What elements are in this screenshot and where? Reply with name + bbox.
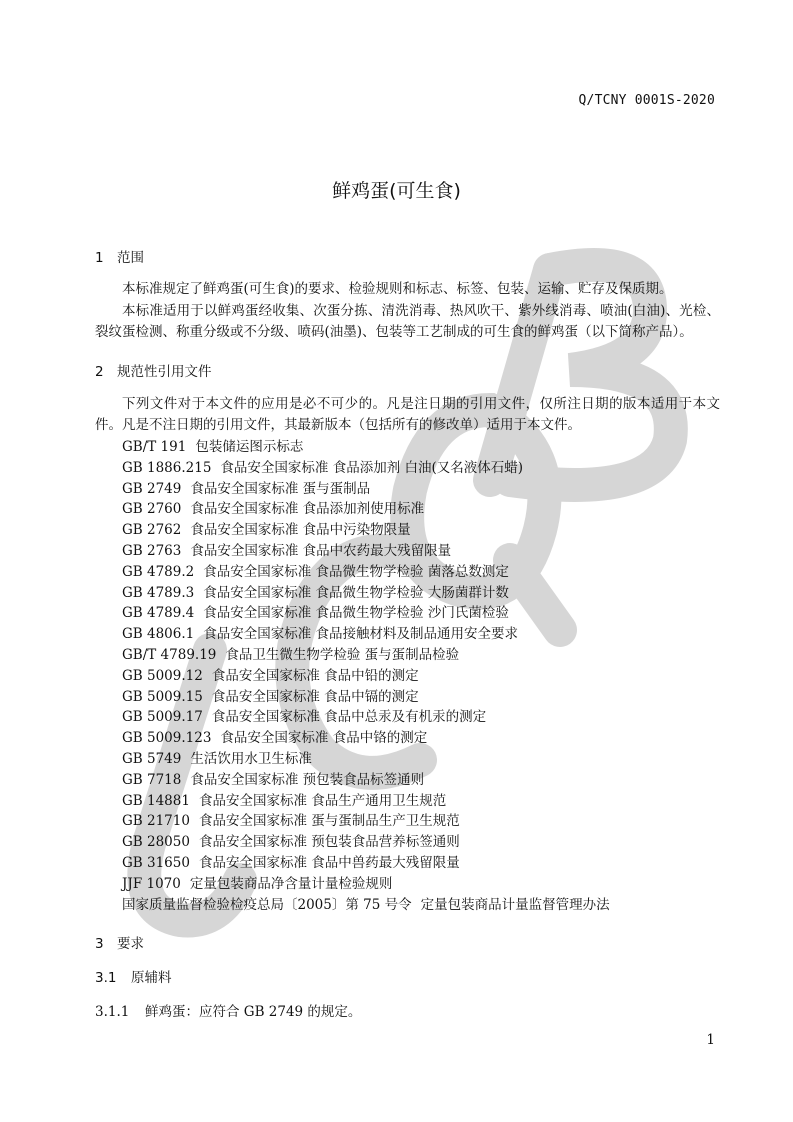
clause-number: 3.1.1 (95, 1004, 130, 1020)
reference-title: 食品安全国家标准 食品微生物学检验 大肠菌群计数 (203, 584, 509, 601)
reference-code: GB/T 4789.19 (122, 647, 217, 663)
section-title: 范围 (117, 250, 144, 266)
reference-code: GB/T 191 (122, 439, 187, 455)
reference-item (122, 791, 446, 812)
page-number: 1 (706, 1032, 715, 1048)
reference-item (122, 458, 523, 479)
reference-title: 生活饮用水卫生标准 (190, 751, 312, 767)
reference-code: GB 28050 (122, 834, 190, 851)
reference-code: GB 2762 (122, 522, 182, 539)
reference-title: 食品安全国家标准 食品中农药最大残留限量 (190, 543, 452, 559)
standard-code: Q/TCNY 0001S-2020 (578, 93, 715, 108)
reference-code: GB 2760 (122, 501, 182, 518)
reference-title: 包装储运图示标志 (195, 439, 304, 455)
reference-code: GB 4789.2 (122, 563, 195, 580)
reference-item (122, 895, 610, 916)
reference-item (122, 520, 411, 541)
reference-item (122, 811, 460, 832)
reference-title: 食品安全国家标准 食品微生物学检验 沙门氏菌检验 (203, 605, 509, 622)
section-number: 3 (95, 936, 104, 952)
section-2-heading (95, 360, 212, 380)
reference-item (122, 728, 427, 749)
reference-code: GB 14881 (122, 792, 190, 809)
reference-title: 食品安全国家标准 食品中镉的测定 (211, 688, 419, 705)
section-title: 规范性引用文件 (117, 364, 212, 380)
reference-item (122, 583, 509, 604)
reference-item (122, 562, 509, 583)
reference-item (122, 853, 460, 874)
scope-paragraph-1: 本标准规定了鲜鸡蛋(可生食)的要求、检验规则和标志、标签、包装、运输、贮存及保质期。 (122, 281, 673, 297)
reference-item (122, 541, 451, 562)
reference-code: GB 1886.215 (122, 459, 212, 476)
reference-item (122, 437, 303, 458)
reference-code: GB 5009.12 (122, 667, 203, 684)
reference-code: GB 2763 (122, 543, 182, 559)
reference-title: 食品安全国家标准 预包装食品标签通则 (190, 771, 425, 788)
reference-code: GB 4789.3 (122, 584, 195, 601)
reference-item (122, 499, 424, 520)
reference-code: JJF 1070 (122, 875, 181, 892)
section-number: 1 (95, 250, 104, 266)
reference-item (122, 687, 419, 708)
reference-title: 食品卫生微生物学检验 蛋与蛋制品检验 (225, 647, 460, 663)
reference-title: 食品安全国家标准 食品中铅的测定 (211, 667, 419, 684)
reference-title: 食品安全国家标准 食品添加剂 白油(又名液体石蜡) (220, 459, 524, 476)
reference-title: 定量包装商品计量监督管理办法 (420, 896, 610, 913)
reference-title: 食品安全国家标准 食品微生物学检验 菌落总数测定 (203, 563, 509, 580)
reference-item (122, 624, 518, 645)
refs-intro-paragraph: 下列文件对于本文件的应用是必不可少的。凡是注日期的引用文件，仅所注日期的版本适用于本文件。凡是不注日期的引用文件，其最新版本（包括所有的修改单）适用于本文件。 (95, 396, 720, 433)
section-title: 要求 (117, 936, 144, 952)
reference-code: GB 5749 (122, 751, 182, 767)
section-number: 2 (95, 364, 104, 380)
reference-title: 食品安全国家标准 食品中铬的测定 (220, 730, 428, 747)
reference-code: GB 5009.123 (122, 730, 212, 747)
reference-item (122, 770, 424, 791)
reference-title: 食品安全国家标准 蛋与蛋制品生产卫生规范 (198, 813, 460, 830)
reference-code: GB 5009.15 (122, 688, 203, 705)
reference-code: GB 4789.4 (122, 605, 195, 622)
clause-3-1-1 (95, 1000, 361, 1020)
subsection-3-1-heading (95, 966, 172, 986)
reference-code: 国家质量监督检验检疫总局〔2005〕第 75 号令 (122, 896, 412, 913)
reference-title: 食品安全国家标准 食品生产通用卫生规范 (198, 792, 447, 809)
scope-paragraph-2: 本标准适用于以鲜鸡蛋经收集、次蛋分拣、清洗消毒、热风吹干、紫外线消毒、喷油(白油)、光检、裂纹蛋检测、称重分级或不分级、喷码(油墨)、包装等工艺制成的可生食的鲜鸡蛋（以下简称产品）。 (95, 303, 720, 340)
reference-item (122, 874, 392, 895)
reference-item (122, 832, 460, 853)
reference-code: GB 7718 (122, 771, 182, 788)
reference-title: 食品安全国家标准 食品接触材料及制品通用安全要求 (203, 626, 519, 643)
reference-item (122, 749, 312, 770)
section-3-heading (95, 932, 144, 952)
reference-code: GB 4806.1 (122, 626, 195, 643)
subsection-number: 3.1 (95, 970, 117, 986)
reference-item (122, 645, 459, 666)
reference-code: GB 31650 (122, 855, 190, 871)
reference-title: 食品安全国家标准 食品中总汞及有机汞的测定 (211, 709, 487, 726)
reference-code: GB 21710 (122, 813, 190, 830)
reference-title: 食品安全国家标准 食品中兽药最大残留限量 (198, 855, 460, 871)
document-title: 鲜鸡蛋(可生食) (332, 180, 461, 202)
section-1-heading (95, 246, 144, 266)
reference-item (122, 707, 486, 728)
reference-code: GB 5009.17 (122, 709, 203, 726)
subsection-title: 原辅料 (131, 970, 172, 986)
reference-title: 定量包装商品净含量计量检验规则 (189, 875, 393, 892)
reference-title: 食品安全国家标准 预包装食品营养标签通则 (198, 834, 460, 851)
clause-text: 鲜鸡蛋：应符合 GB 2749 的规定。 (145, 1004, 362, 1020)
reference-title: 食品安全国家标准 食品添加剂使用标准 (190, 501, 425, 518)
reference-title: 食品安全国家标准 蛋与蛋制品 (190, 480, 371, 497)
reference-item (122, 479, 370, 500)
reference-item (122, 603, 509, 624)
reference-title: 食品安全国家标准 食品中污染物限量 (190, 522, 411, 539)
reference-item (122, 666, 419, 687)
reference-code: GB 2749 (122, 480, 182, 497)
